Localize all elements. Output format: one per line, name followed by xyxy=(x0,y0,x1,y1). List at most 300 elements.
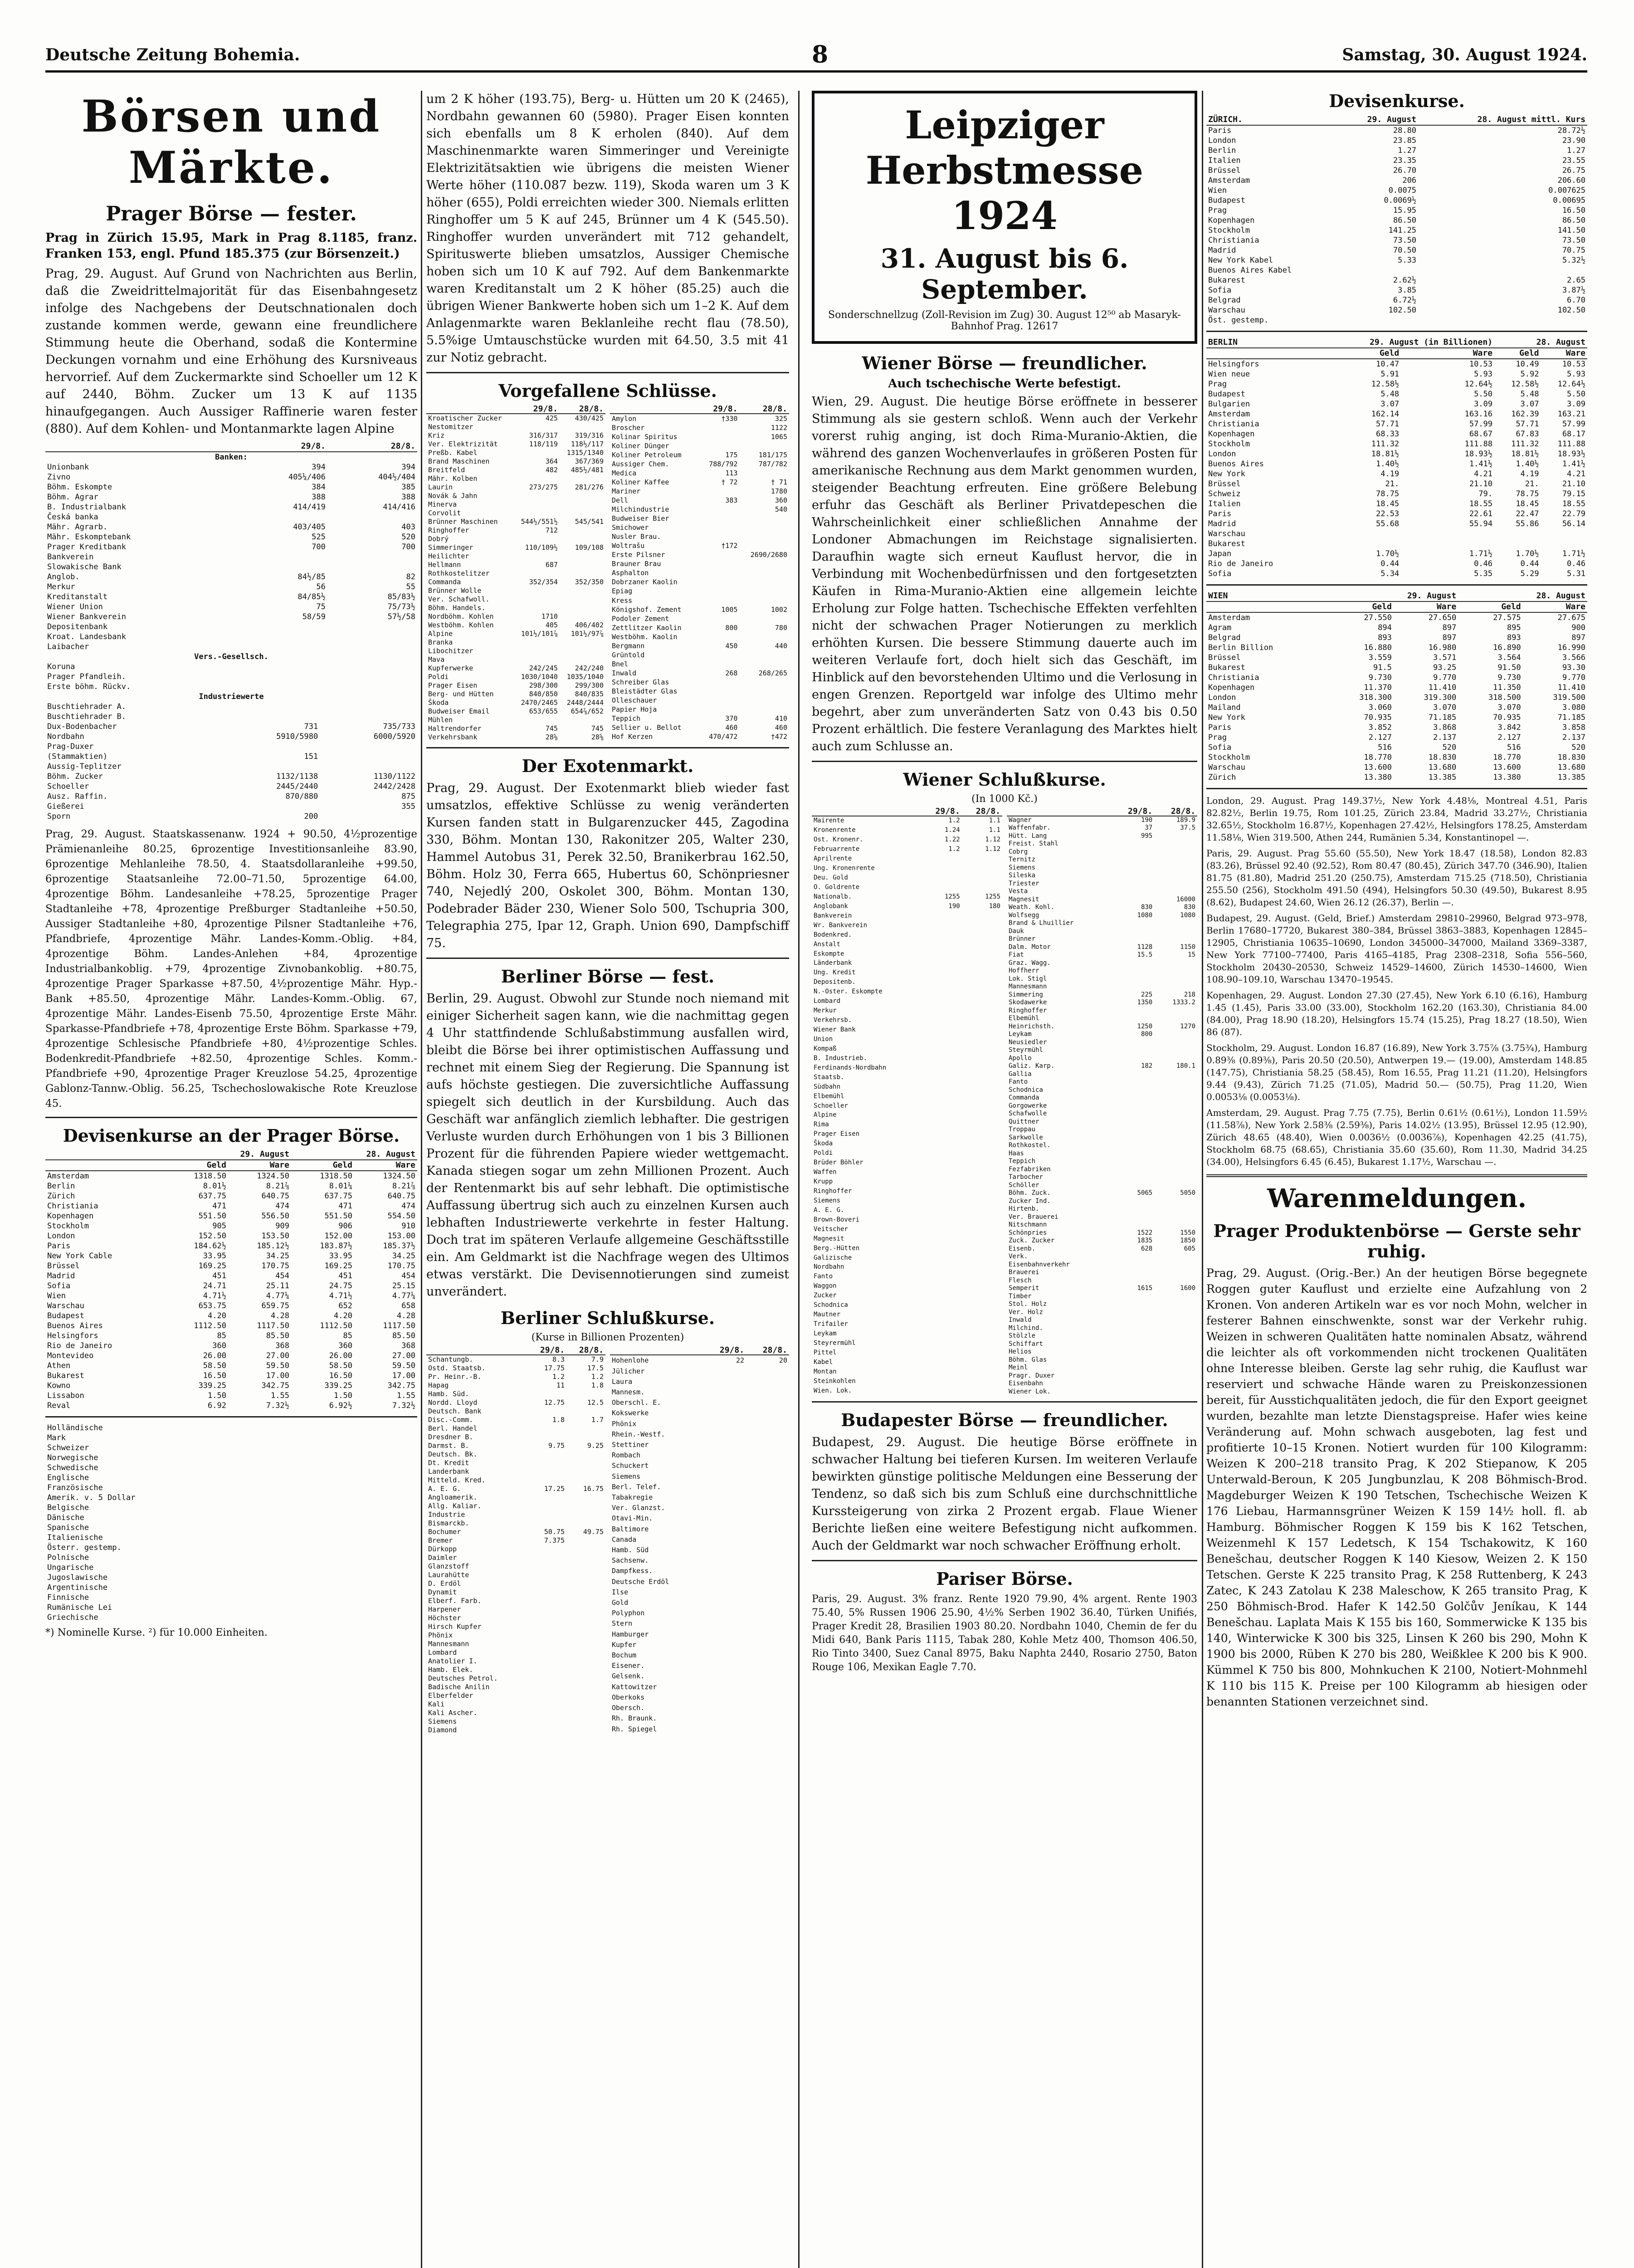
row-value xyxy=(1154,848,1197,856)
row-value xyxy=(703,1429,746,1440)
row-value: 4.77¼ xyxy=(266,1291,289,1300)
row-value xyxy=(1112,983,1155,991)
row-label: Simmering xyxy=(1009,991,1043,998)
row-value xyxy=(962,1272,1002,1282)
table-row xyxy=(610,1398,789,1408)
row-label: Berg- und Hütten xyxy=(428,690,494,698)
table-row xyxy=(1007,1118,1197,1126)
row-value xyxy=(1154,967,1197,975)
row-label: Laibacher xyxy=(47,642,89,651)
row-value: 93.30 xyxy=(1562,663,1585,672)
row-value xyxy=(962,1158,1002,1168)
table-row xyxy=(426,1407,605,1416)
row-value: 111.32 xyxy=(1511,440,1539,449)
row-label: New York xyxy=(1208,713,1245,722)
row-label: Sofia xyxy=(47,1281,71,1290)
table-row xyxy=(812,1139,1002,1149)
table-row xyxy=(426,1545,605,1554)
row-value xyxy=(1154,1253,1197,1261)
row-value: 1315/1340 xyxy=(566,449,604,457)
row-value: 385 xyxy=(401,483,415,492)
row-value xyxy=(700,560,739,569)
table-row xyxy=(610,1618,789,1629)
table-row xyxy=(610,1629,789,1640)
row-value xyxy=(1112,975,1155,983)
row-label: Brüssel xyxy=(47,1261,80,1271)
row-value xyxy=(921,1035,961,1044)
row-value: 1255 xyxy=(985,893,1000,900)
table-row xyxy=(1007,896,1197,904)
row-value xyxy=(1112,1118,1155,1126)
row-value: 875 xyxy=(401,792,415,801)
row-value xyxy=(514,716,560,724)
row-value: 425 xyxy=(545,414,558,422)
row-value: 410 xyxy=(775,714,787,723)
row-value xyxy=(746,1703,789,1713)
row-value xyxy=(1154,1309,1197,1317)
row-value: 175 xyxy=(725,450,738,459)
table-row xyxy=(610,660,789,669)
row-value xyxy=(921,1120,961,1130)
row-label: Lombard xyxy=(428,1648,457,1657)
row-value xyxy=(1541,529,1588,539)
date-head: 29/8. xyxy=(238,441,327,452)
row-label: Berlin xyxy=(47,1182,75,1191)
row-value xyxy=(1154,1126,1197,1134)
row-value xyxy=(222,762,320,772)
row-value xyxy=(703,1387,746,1398)
row-value: 0.00695 xyxy=(1553,196,1585,205)
geld-head: Geld xyxy=(291,1160,354,1171)
row-label: Dauk xyxy=(1009,927,1024,935)
row-value: 85.50 xyxy=(392,1331,415,1340)
row-value: 13.600 xyxy=(1493,763,1521,772)
row-label: Schuckert xyxy=(612,1461,649,1470)
table-row xyxy=(610,669,789,678)
table-row xyxy=(45,622,417,632)
row-label: Baltimore xyxy=(612,1525,649,1533)
table-row xyxy=(812,1101,1002,1111)
row-label: Bukarest xyxy=(47,1371,84,1380)
row-value xyxy=(1154,959,1197,968)
table-row xyxy=(45,662,417,672)
row-value xyxy=(320,712,417,722)
date-head: 29. August (in Billionen) xyxy=(1307,337,1494,348)
row-value: 1255 xyxy=(944,893,960,900)
date-head: 28/8. xyxy=(739,405,789,414)
row-label: Bankverein xyxy=(47,552,94,562)
row-label: Ver. Schafwoll. xyxy=(428,595,490,603)
row-label: Bnel xyxy=(612,660,629,668)
row-label: Dalm. Motor xyxy=(1009,943,1051,951)
row-value xyxy=(1112,935,1155,943)
row-value: 367/369 xyxy=(575,457,604,465)
row-value xyxy=(962,864,1002,873)
row-value xyxy=(962,883,1002,892)
row-label: Angloamerik. xyxy=(428,1493,478,1501)
row-value xyxy=(746,1682,789,1692)
table-row xyxy=(426,733,605,742)
row-label: Ternitz xyxy=(1009,856,1036,863)
table-row xyxy=(1007,1094,1197,1102)
row-value xyxy=(962,1196,1002,1206)
row-value xyxy=(566,1588,605,1597)
row-label: Ver. Holz xyxy=(1009,1308,1043,1316)
row-value: 185.37½ xyxy=(383,1242,415,1251)
row-value xyxy=(921,1377,961,1386)
table-row xyxy=(610,523,789,533)
row-label: Rothkostel. xyxy=(1009,1142,1051,1149)
row-value xyxy=(921,1025,961,1035)
table-row xyxy=(426,716,605,724)
row-value: 3.09 xyxy=(1567,400,1585,409)
row-value xyxy=(1338,265,1418,275)
row-value xyxy=(560,535,605,543)
stockholm-rates-report: Stockholm, 29. August. London 16.87 (16.89), New York 3.75⅞ (3.75¾), Hamburg 0.89⅜ (0.89⅜), Paris 20.50 (20.50), Antwerpen 19.— (19.00), Amsterdam 148.85 (147.75), Christiania 58.25 (58.45), Rom 16.55, Prag 11.21 (11.20), Helsingfors 9.44 (9.43), Zürich 71.25 (71.05), Madrid 50.— (50.75), Prag 11.20, Wien 0.0053⅛ (0.0053⅛). xyxy=(1206,1042,1587,1102)
table-row xyxy=(45,1583,417,1593)
table-row xyxy=(426,1588,605,1597)
row-label: Mailand xyxy=(1208,703,1241,712)
row-value xyxy=(566,1717,605,1726)
table-row xyxy=(1206,663,1587,673)
row-value xyxy=(560,526,605,535)
table-row xyxy=(812,1215,1002,1225)
row-label: Sofia xyxy=(1208,286,1232,295)
table-row xyxy=(426,449,605,457)
row-value xyxy=(1112,1277,1155,1285)
row-label: Rima xyxy=(814,1121,829,1129)
row-label: Böhm. Handels. xyxy=(428,604,486,612)
row-value: 183.87½ xyxy=(320,1242,352,1251)
row-label: Warschau xyxy=(47,1301,84,1310)
row-value xyxy=(1154,1078,1197,1086)
row-value xyxy=(746,1429,789,1440)
table-row xyxy=(1007,1229,1197,1237)
row-value: 86.50 xyxy=(1562,216,1585,225)
row-value: 485½/481 xyxy=(571,466,604,474)
row-label: Commanda xyxy=(428,578,461,586)
row-label: Deu. Gold xyxy=(814,874,848,882)
row-value xyxy=(962,1339,1002,1348)
row-value: 2445/2440 xyxy=(276,782,318,791)
row-label: Union xyxy=(814,1035,833,1043)
table-row xyxy=(812,1310,1002,1320)
row-value: 840/835 xyxy=(575,690,604,698)
row-value xyxy=(703,1398,746,1408)
row-value: 1.71½ xyxy=(1469,549,1493,558)
row-label: Veitscher xyxy=(814,1225,848,1233)
row-value: 1130/1122 xyxy=(373,772,415,781)
row-value: 26.75 xyxy=(1562,166,1585,175)
table-row xyxy=(812,1044,1002,1054)
row-label: Böhm. Agrar xyxy=(47,493,98,502)
row-value: 16.75 xyxy=(583,1485,604,1493)
table-row xyxy=(1007,856,1197,864)
row-value: 1.55 xyxy=(271,1391,289,1400)
row-value xyxy=(1154,840,1197,848)
leipzig-fair-advertisement xyxy=(812,91,1197,344)
row-label: Agram xyxy=(1208,623,1232,632)
row-label: Pragr. Duxer xyxy=(1009,1372,1055,1379)
row-value: 70.50 xyxy=(1393,246,1417,255)
row-value: 910 xyxy=(401,1222,415,1231)
row-label: Inwald xyxy=(1009,1316,1032,1324)
row-value xyxy=(921,1272,961,1282)
row-value xyxy=(962,1120,1002,1130)
row-value xyxy=(1154,1134,1197,1142)
row-value xyxy=(1154,1015,1197,1023)
table-row xyxy=(426,1536,605,1545)
row-value xyxy=(1112,1055,1155,1063)
row-value: 57.71 xyxy=(1375,420,1400,429)
row-value xyxy=(238,552,327,562)
table-row xyxy=(812,873,1002,883)
row-value: 102.50 xyxy=(1557,306,1585,315)
table-row xyxy=(1007,1078,1197,1086)
table-row xyxy=(1007,1007,1197,1015)
table-row xyxy=(1007,1277,1197,1285)
row-value xyxy=(739,650,789,660)
row-value: 0.44 xyxy=(1380,559,1400,568)
table-row xyxy=(45,1513,417,1523)
row-label: Ringhoffer xyxy=(428,526,469,534)
row-value xyxy=(962,1253,1002,1263)
row-label: Schodnica xyxy=(814,1301,848,1309)
row-value: 1150 xyxy=(1180,943,1195,951)
row-value: 10.53 xyxy=(1469,360,1493,369)
row-value xyxy=(527,1623,566,1631)
table-row xyxy=(426,518,605,526)
row-value: 13.385 xyxy=(1557,773,1585,782)
row-label: Kopenhagen xyxy=(47,1212,94,1221)
table-row xyxy=(426,1381,605,1390)
row-label: Berl. Telef. xyxy=(612,1482,661,1491)
row-label: Hamb. Süd xyxy=(612,1545,649,1554)
row-label: Otavi-Min. xyxy=(612,1514,653,1523)
row-label: Tabakregie xyxy=(612,1493,653,1501)
table-row xyxy=(1206,449,1587,459)
table-row xyxy=(45,1463,417,1473)
row-value xyxy=(921,1187,961,1196)
table-row xyxy=(812,930,1002,940)
row-value: 405¼/406 xyxy=(288,473,326,482)
row-value: 110/109½ xyxy=(525,543,558,552)
row-value: 893 xyxy=(1378,633,1392,642)
table-row xyxy=(426,1700,605,1709)
table-row xyxy=(1206,265,1587,275)
page-header xyxy=(45,41,1587,73)
table-row xyxy=(45,532,417,542)
row-value: 1117.50 xyxy=(383,1321,415,1330)
row-value xyxy=(1154,1086,1197,1095)
row-label: London xyxy=(1208,693,1236,702)
table-row xyxy=(45,1391,417,1401)
row-label: Nitschmann xyxy=(1009,1221,1047,1228)
row-value xyxy=(566,1424,605,1433)
prague-devisen-heading: Devisenkurse an der Prager Börse. xyxy=(63,1125,400,1146)
row-value xyxy=(1112,1348,1155,1356)
row-value xyxy=(566,1493,605,1502)
row-label: Brüssel xyxy=(1208,166,1241,175)
table-row xyxy=(1007,840,1197,848)
table-row xyxy=(426,1674,605,1683)
table-row xyxy=(610,678,789,687)
table-row xyxy=(812,1073,1002,1082)
row-value: 85 xyxy=(217,1331,226,1340)
table-row xyxy=(45,772,417,782)
row-label: Berg.-Hütten xyxy=(814,1244,860,1252)
berlin-closing-right-table xyxy=(610,1346,789,1735)
row-value xyxy=(746,1535,789,1545)
row-value xyxy=(566,1519,605,1528)
row-value xyxy=(1112,967,1155,975)
row-value xyxy=(1112,856,1155,864)
table-row xyxy=(812,1244,1002,1253)
table-row xyxy=(45,762,417,772)
row-label: Leykam xyxy=(814,1330,837,1338)
row-label: Schweiz xyxy=(1208,489,1241,499)
table-row xyxy=(426,1562,605,1571)
row-value: 430/425 xyxy=(575,414,604,422)
table-row xyxy=(610,1682,789,1692)
row-value: 712 xyxy=(545,526,558,534)
divider xyxy=(1206,1174,1587,1177)
row-value: 5.33 xyxy=(1398,256,1417,265)
table-row xyxy=(45,672,417,682)
table-row xyxy=(812,1130,1002,1139)
row-label: Fiat xyxy=(1009,951,1024,958)
row-label: Oberkoks xyxy=(612,1693,645,1701)
row-value: 21. xyxy=(1385,479,1400,489)
row-value xyxy=(1112,840,1155,848)
table-row xyxy=(1007,975,1197,983)
paris-exchange-heading: Pariser Börse. xyxy=(936,1569,1073,1589)
row-value xyxy=(703,1671,746,1681)
row-value: 12.58½ xyxy=(1511,380,1539,389)
table-row xyxy=(45,1341,417,1351)
row-value xyxy=(566,1554,605,1562)
table-row xyxy=(610,1535,789,1545)
divider xyxy=(1206,331,1587,332)
table-row xyxy=(812,836,1002,845)
table-row xyxy=(1007,935,1197,943)
table-row xyxy=(1007,1102,1197,1110)
table-row xyxy=(45,722,417,732)
row-label: Teppich xyxy=(612,714,641,723)
newspaper-page xyxy=(45,41,1587,2268)
row-value: 109/108 xyxy=(575,543,604,552)
row-value xyxy=(1112,848,1155,856)
table-row xyxy=(426,1648,605,1657)
divider xyxy=(426,747,789,748)
row-value xyxy=(238,562,327,572)
row-value: 16000 xyxy=(1176,895,1195,903)
table-row xyxy=(1206,479,1587,489)
row-label: Steyrmühl xyxy=(1009,1046,1043,1054)
date-head: 29. August xyxy=(1338,115,1418,125)
column-3 xyxy=(812,91,1197,1678)
london-rates-report: London, 29. August. Prag 149.37½, New York 4.48⅛, Montreal 4.51, Paris 82.82½, Berlin 19.75, Rom 101.25, Zürich 23.84, Madrid 33.27½, Christiania 32.65½, Stockholm 16.87½, Kopenhagen 27.42½, Helsingfors 178.25, Amsterdam 11.58⅛, Wien 319.500, Athen 244, Rumänien 5.34, Konstantinopel —. xyxy=(1206,795,1587,843)
row-label: Bulgarien xyxy=(1208,400,1250,409)
row-label: Hütt. Lang xyxy=(1009,832,1047,840)
row-label: Anatolier I. xyxy=(428,1657,478,1665)
table-row xyxy=(45,1401,417,1411)
city-label: BERLIN xyxy=(1206,337,1307,348)
row-value xyxy=(921,1073,961,1082)
row-value xyxy=(527,1605,566,1614)
row-value xyxy=(1112,1364,1155,1372)
row-value: 1270 xyxy=(1180,1022,1195,1030)
table-row xyxy=(426,1398,605,1407)
row-value: 339.25 xyxy=(324,1381,352,1390)
row-label: Diamond xyxy=(428,1726,457,1734)
row-label: Ver. Elektrizität xyxy=(428,440,498,448)
table-row xyxy=(426,1657,605,1666)
row-value xyxy=(560,638,605,647)
row-value xyxy=(921,1063,961,1073)
row-label: Hirsch Kupfer xyxy=(428,1623,482,1631)
row-value: 86.50 xyxy=(1393,216,1417,225)
row-value xyxy=(1112,1110,1155,1118)
row-value xyxy=(962,1149,1002,1158)
table-row xyxy=(812,1006,1002,1016)
row-label: Allg. Kaliar. xyxy=(428,1502,482,1510)
table-row xyxy=(610,459,789,469)
row-label: Norwegische xyxy=(47,1453,98,1462)
row-value: 184.62½ xyxy=(194,1242,226,1251)
row-value: 870/880 xyxy=(285,792,318,801)
table-row xyxy=(1206,539,1587,549)
row-label: Sofia xyxy=(1208,743,1232,752)
row-value: 0.46 xyxy=(1474,559,1493,568)
row-value: 9.770 xyxy=(1433,673,1457,682)
row-label: Landerbank xyxy=(428,1467,469,1476)
row-value xyxy=(566,1407,605,1416)
table-row xyxy=(812,987,1002,997)
row-label: Montan xyxy=(814,1368,837,1375)
table-row xyxy=(1007,1245,1197,1253)
row-label: Ausz. Raffin. xyxy=(47,792,108,801)
row-label: Berlin xyxy=(1208,146,1236,155)
row-value: 1035/1040 xyxy=(566,673,604,681)
table-row xyxy=(812,1082,1002,1092)
table-row xyxy=(426,1502,605,1510)
table-row xyxy=(426,457,605,466)
table-row xyxy=(1206,713,1587,723)
row-label: Bremer xyxy=(428,1536,453,1545)
row-label: Aprilrente xyxy=(814,855,852,863)
table-row xyxy=(45,752,417,762)
row-value xyxy=(921,1044,961,1054)
row-value: 516 xyxy=(1507,743,1521,752)
row-value xyxy=(703,1692,746,1703)
row-value xyxy=(746,1418,789,1429)
exotic-market-report: Prag, 29. August. Der Exotenmarkt blieb wieder fast umsatzlos, effektive Schlüsse zu wenig veränderten Kursen fanden statt in Bulgarenzucker 445, Zagodina 330, Böhm. Montan 130, Rakonitzer 205, Walter 230, Hammel Autobus 31, Perek 32.50, Branikerbrau 162.50, Böhm. Holz 30, Ferra 665, Hubertus 60, Schönpriesner 740, Nejedlý 200, Oskolet 300, Böhm. Montan 130, Podebrader Bäder 230, Wiener Solo 500, Tschupria 300, Telegraphia 275, Ipar 12, Graph. Union 690, Dampfschiff 75. xyxy=(426,781,789,950)
row-value: 22.79 xyxy=(1562,509,1585,518)
table-row xyxy=(610,1503,789,1513)
row-value xyxy=(566,1700,605,1709)
row-value: † 71 xyxy=(771,478,787,486)
row-value: 91.50 xyxy=(1497,663,1521,672)
row-label: Nestomitzer xyxy=(428,423,473,431)
geld-head: Geld xyxy=(1329,601,1393,612)
row-value xyxy=(1154,888,1197,896)
row-value xyxy=(703,1682,746,1692)
row-value xyxy=(921,1149,961,1158)
row-value: 21. xyxy=(1525,479,1539,489)
row-value: 8.01½ xyxy=(203,1182,226,1191)
table-row xyxy=(610,414,789,423)
